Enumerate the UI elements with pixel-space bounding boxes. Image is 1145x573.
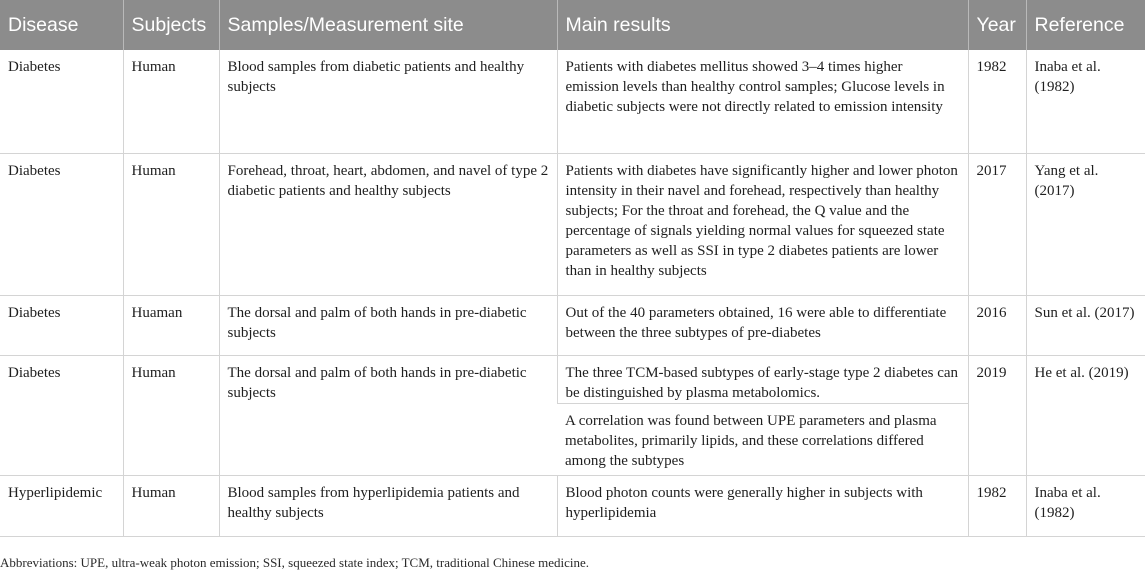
cell-reference: Yang et al. (2017) [1026,154,1145,296]
cell-year: 2016 [968,296,1026,356]
cell-samples: The dorsal and palm of both hands in pre-diabetic subjects [219,356,557,476]
table-footnote: Abbreviations: UPE, ultra-weak photon emission; SSI, squeezed state index; TCM, traditional Chinese medicine. [0,555,589,570]
cell-subjects: Human [123,50,219,154]
column-header-samples: Samples/Measurement site [219,0,557,50]
table-row [0,476,1145,537]
cell-reference: He et al. (2019) [1026,356,1145,476]
cell-subjects: Human [123,356,219,476]
cell-reference: Inaba et al. (1982) [1026,50,1145,154]
cell-year: 2017 [968,154,1026,296]
cell-main-results: Patients with diabetes have significantly higher and lower photon intensity in their navel and forehead, respectively than healthy subjects; For the throat and forehead, the Q value and the percentage of signals yielding normal values for squeezed state parameters as well as SSI in type 2 diabetes patients are lower than in healthy subjects [557,154,968,296]
cell-disease: Diabetes [0,356,123,476]
cell-year: 1982 [968,476,1026,537]
table-row [0,154,1145,296]
cell-samples: The dorsal and palm of both hands in pre-diabetic subjects [219,296,557,356]
table-row [0,296,1145,356]
cell-disease: Hyperlipidemic [0,476,123,537]
cell-subjects: Human [123,154,219,296]
cell-main-results: Patients with diabetes mellitus showed 3–4 times higher emission levels than healthy control samples; Glucose levels in diabetic subjects were not directly related to emission intensity [557,50,968,154]
cell-samples: Blood samples from hyperlipidemia patients and healthy subjects [219,476,557,537]
column-header-main-results: Main results [557,0,968,50]
cell-reference: Inaba et al. (1982) [1026,476,1145,537]
cell-samples: Forehead, throat, heart, abdomen, and navel of type 2 diabetic patients and healthy subjects [219,154,557,296]
column-header-reference: Reference [1026,0,1145,50]
cell-year: 1982 [968,50,1026,154]
cell-year: 2019 [968,356,1026,476]
cell-reference: Sun et al. (2017) [1026,296,1145,356]
cell-samples: Blood samples from diabetic patients and healthy subjects [219,50,557,154]
table-row [0,50,1145,154]
cell-disease: Diabetes [0,296,123,356]
column-header-subjects: Subjects [123,0,219,50]
cell-main-results: A correlation was found between UPE parameters and plasma metabolites, primarily lipids, and these correlations differed among the subtypes [557,404,968,476]
cell-disease: Diabetes [0,154,123,296]
header-row [0,0,1145,50]
cell-disease: Diabetes [0,50,123,154]
cell-subjects: Human [123,476,219,537]
cell-main-results: Blood photon counts were generally higher in subjects with hyperlipidemia [557,476,968,537]
table-row [0,356,1145,404]
cell-main-results: The three TCM-based subtypes of early-stage type 2 diabetes can be distinguished by plasma metabolomics. [557,356,968,404]
cell-main-results: Out of the 40 parameters obtained, 16 were able to differentiate between the three subtypes of pre-diabetes [557,296,968,356]
cell-subjects: Huaman [123,296,219,356]
column-header-disease: Disease [0,0,123,50]
column-header-year: Year [968,0,1026,50]
